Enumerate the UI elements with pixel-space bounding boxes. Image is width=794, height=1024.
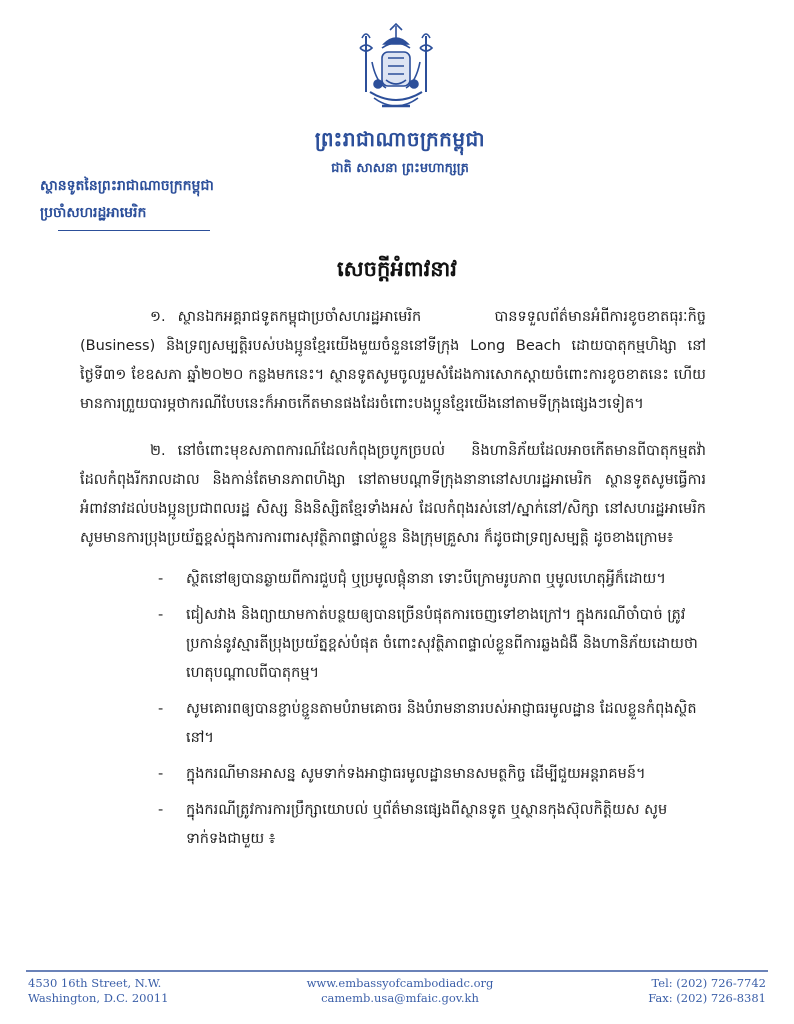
embassy-name-line2: ប្រចាំសហរដ្ឋអាមេរិក — [40, 205, 147, 221]
embassy-letterhead — [40, 176, 240, 231]
bullet-dash: - — [158, 802, 164, 818]
bullet-dash: - — [158, 571, 164, 587]
kingdom-motto: ជាតិ សាសនា ព្រះមហាក្សត្រ — [331, 161, 469, 176]
address-line-1: 4530 16th Street, N.W. — [28, 976, 162, 990]
list-item — [158, 760, 706, 789]
embassy-underline-divider — [58, 230, 210, 231]
paragraph-1 — [80, 303, 706, 419]
list-item-text: សូមគោរពឲ្យបានខ្ជាប់ខ្ជួនតាមបំរាមគោចរ និងបំរាមនានារបស់អាជ្ញាធរមូលដ្ឋាន ដែលខ្លួនកំពុងស្ថិតនៅ។ — [186, 701, 697, 746]
list-item-text: ក្នុងករណីមានអាសន្ន សូមទាក់ទងអាជ្ញាធរមូលដ្ឋានមានសមត្ថកិច្ច ដើម្បីជួយអន្តរាគមន៍។ — [186, 766, 646, 782]
royal-coat-of-arms-icon — [352, 22, 440, 116]
website-link[interactable]: www.embassyofcambodiadc.org — [306, 976, 494, 990]
email-link[interactable]: camemb.usa@mfaic.gov.kh — [321, 991, 479, 1005]
list-item — [158, 695, 706, 753]
list-item-text: ស្ថិតនៅឲ្យបានឆ្ងាយពីការជួបជុំ ឬប្រមូលផ្តុំនានា ទោះបីក្រោមរូបភាព ឬមូលហេតុអ្វីក៏ដោយ។ — [186, 571, 666, 587]
document-title: សេចក្តីអំពាវនាវ — [337, 256, 457, 281]
paragraph-text: នៅចំពោះមុខសភាពការណ៍ដែលកំពុងច្របូកច្របល់ និងហានិភ័យដែលអាចកើតមានពីបាតុកម្មតវ៉ាដែលកំពុងរីករាលដាល និងកាន់តែមានភាពហិង្សា នៅតាមបណ្តាទីក្រុងនានានៅសហរដ្ឋអាមេរិក ស្ថានទូតសូមធ្វើការអំពាវនាវដល់បងប្អូនប្រជាពលរដ្ឋ សិស្ស និងនិស្សិតខ្មែរទាំងអស់ ដែលកំពុងរស់នៅ/ស្នាក់នៅ/សិក្សា នៅសហរដ្ឋអាមេរិក សូមមានការប្រុងប្រយ័ត្នខ្ពស់ក្នុងការការពារសុវត្ថិភាពផ្ទាល់ខ្លួន និងក្រុមគ្រួសារ ក៏ដូចជាទ្រព្យសម្បត្តិ ដូចខាងក្រោម៖ — [80, 443, 706, 546]
fax-number: Fax: (202) 726-8381 — [648, 991, 766, 1005]
list-item — [158, 565, 706, 594]
footer-phone — [600, 976, 766, 1006]
document-body — [80, 303, 706, 861]
paragraph-number: ២. — [150, 443, 166, 459]
embassy-name-line1: ស្ថានទូតនៃព្រះរាជាណាចក្រកម្ពុជា — [40, 178, 214, 194]
bullet-dash: - — [158, 701, 164, 717]
footer-divider — [26, 970, 768, 972]
footer-contact-web — [300, 976, 500, 1006]
paragraph-number: ១. — [150, 309, 166, 325]
paragraph-text: ស្ថានឯកអគ្គរាជទូតកម្ពុជាប្រចាំសហរដ្ឋអាមេរិក បានទទួលព័ត៌មានអំពីការខូចខាតធុរៈកិច្ច (Business) និងទ្រព្យសម្បត្តិរបស់បងប្អូនខ្មែរយើងមួយចំនួននៅទីក្រុង Long Beach ដោយបាតុកម្មហិង្សា នៅថ្ងៃទី៣១ ខែឧសភា ឆ្នាំ២០២០ កន្លងមកនេះ។ ស្ថានទូតសូមចូលរួមសំដែងការសោកស្តាយចំពោះការខូចខាតនេះ ហើយមានការព្រួយបារម្ភថាករណីបែបនេះក៏អាចកើតមានផងដែរចំពោះបងប្អូនខ្មែរយើងនៅតាមទីក្រុងផ្សេងៗទៀត។ — [80, 309, 706, 412]
list-item-text: ក្នុងករណីត្រូវការការប្រឹក្សាយោបល់ ឬព័ត៌មានផ្សេងពីស្ថានទូត ឬស្ថានកុងស៊ុលកិត្តិយស សូមទាក់ទងជាមួយ ៖ — [186, 802, 668, 847]
paragraph-2 — [80, 437, 706, 553]
list-item-text: ជៀសវាង និងព្យាយាមកាត់បន្ថយឲ្យបានច្រើនបំផុតការចេញទៅខាងក្រៅ។ ក្នុងករណីចាំបាច់ ត្រូវប្រកាន់នូវស្មារតីប្រុងប្រយ័ត្នខ្ពស់បំផុត ចំពោះសុវត្ថិភាពផ្ទាល់ខ្លួនពីការឆ្លងជំងឺ និងហានិភ័យដោយថាហេតុបណ្តាលពីបាតុកម្ម។ — [186, 607, 698, 681]
list-item — [158, 601, 706, 688]
telephone-number: Tel: (202) 726-7742 — [651, 976, 766, 990]
address-line-2: Washington, D.C. 20011 — [28, 991, 169, 1005]
footer-address — [28, 976, 168, 1006]
bullet-dash: - — [158, 607, 164, 623]
bullet-dash: - — [158, 766, 164, 782]
list-item — [158, 796, 706, 854]
kingdom-title: ព្រះរាជាណាចក្រកម្ពុជា — [314, 127, 486, 151]
advice-list — [80, 565, 706, 854]
